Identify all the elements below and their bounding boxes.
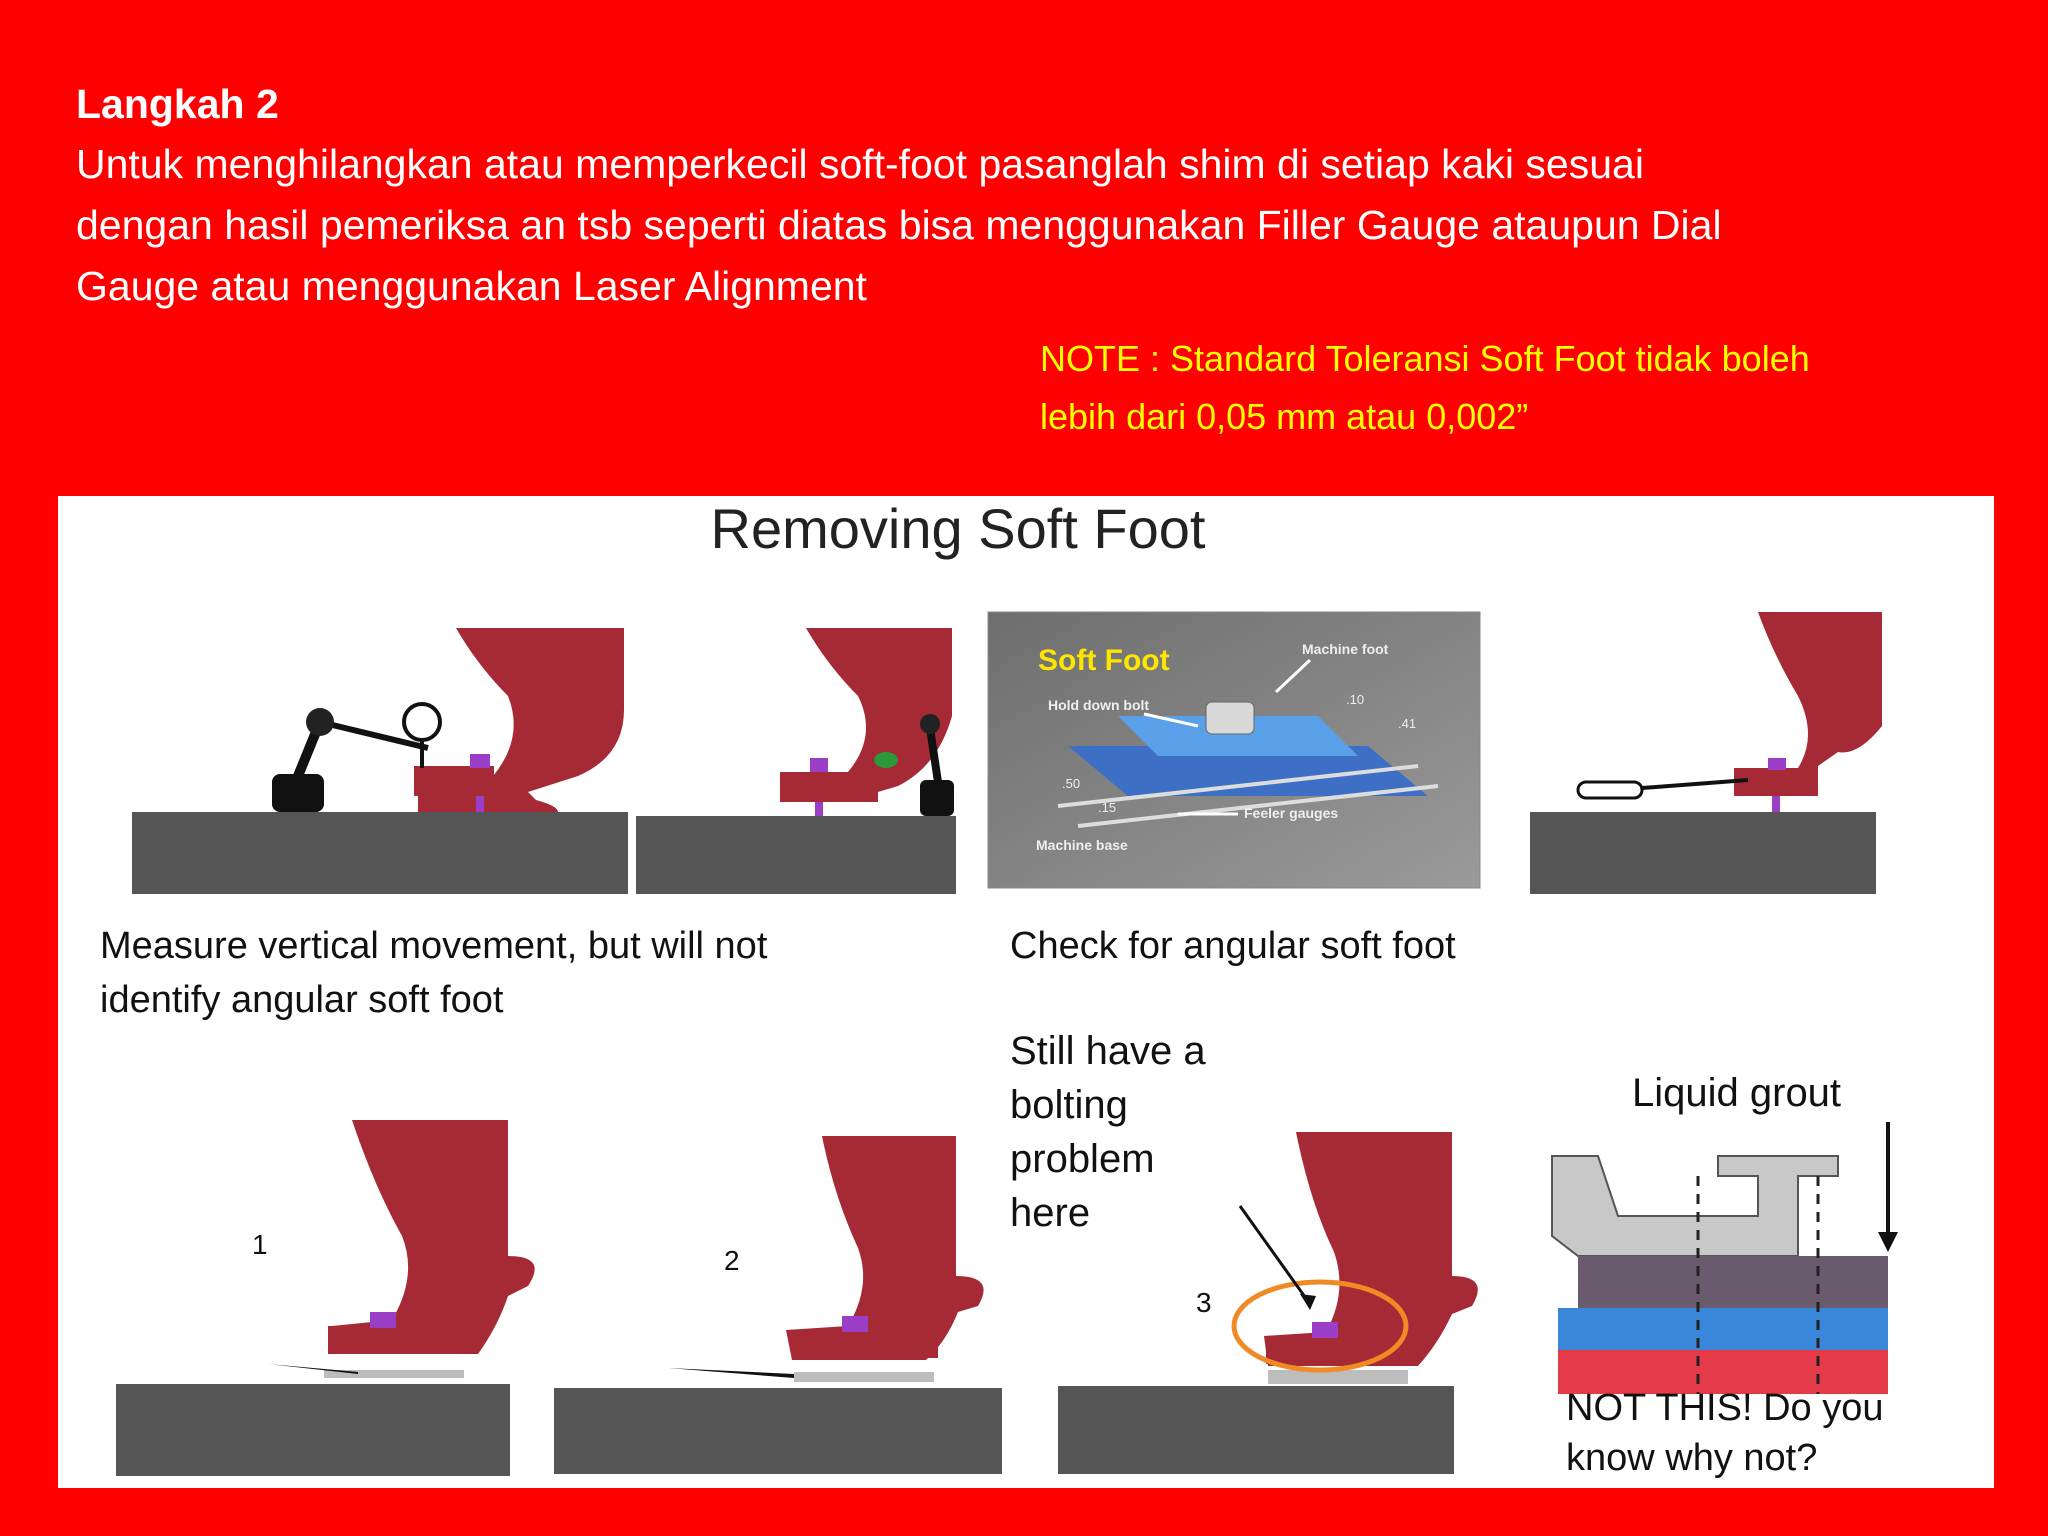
slide-body [76, 134, 1976, 317]
magnetic-base [272, 774, 324, 812]
panel-vertical-measure [132, 628, 628, 894]
bolt-head [810, 758, 828, 772]
step-number: 3 [1196, 1287, 1212, 1318]
panel-step-2 [554, 1136, 1002, 1474]
caption-angular-soft-foot: Check for angular soft foot [1010, 925, 1456, 967]
bolt-head [1312, 1322, 1338, 1338]
machine-base [554, 1388, 1002, 1474]
hold-down-bolt [1206, 702, 1254, 734]
machine-foot [1734, 612, 1882, 796]
sole-plate [1578, 1256, 1888, 1308]
soft-foot-diagram [58, 496, 1994, 1488]
step-number: 2 [724, 1245, 740, 1276]
note-line: lebih dari 0,05 mm atau 0,002” [1040, 396, 1529, 437]
panel-liquid-grout [1552, 1071, 1898, 1479]
bolt-shank [815, 802, 823, 816]
liquid-grout-label: Liquid grout [1632, 1071, 1842, 1115]
step-number: 1 [252, 1229, 268, 1260]
note-line: NOTE : Standard Toleransi Soft Foot tidak boleh [1040, 338, 1810, 379]
machine-base [116, 1384, 510, 1476]
gauge-value: .41 [1398, 716, 1417, 731]
grout-layer [1558, 1308, 1888, 1350]
machine-base-label: Machine base [1036, 837, 1128, 853]
gauge-value: .10 [1346, 692, 1365, 707]
bolt-head [470, 754, 490, 768]
bolt-shank [1772, 796, 1780, 812]
caption-vertical-movement: Measure vertical movement, but will not [100, 925, 768, 967]
hold-down-bolt-label: Hold down bolt [1048, 697, 1150, 713]
bolt-shank [476, 796, 484, 812]
foot-pad [328, 1326, 468, 1354]
feeler-gauge-handle [1578, 782, 1642, 798]
panel-feeler-gauge [1530, 612, 1882, 894]
inset-title: Soft Foot [1038, 644, 1170, 677]
soft-foot-inset [988, 612, 1480, 888]
machine-frame [1552, 1156, 1838, 1256]
tolerance-note [1040, 330, 1980, 446]
body-line: Gauge atau menggunakan Laser Alignment [76, 263, 867, 309]
body-line: dengan hasil pemeriksa an tsb seperti diatas bisa menggunakan Filler Gauge ataupun Dial [76, 202, 1722, 248]
feeler-gauge-blade [1642, 780, 1748, 788]
panel-indicator-under [636, 628, 956, 894]
gap-wedge [268, 1364, 358, 1374]
machine-base [1530, 812, 1876, 894]
shim [1268, 1370, 1408, 1384]
foot-pad [1266, 1336, 1406, 1364]
arm-joint [920, 714, 940, 734]
machine-base [636, 816, 956, 894]
bolt-head [370, 1312, 396, 1328]
gauge-value: .15 [1098, 800, 1117, 815]
still-problem-text: Still have a [1010, 1029, 1206, 1073]
bolt-head [1768, 758, 1786, 770]
bolt-head [842, 1316, 868, 1332]
gap-wedge [668, 1368, 794, 1378]
panel-step-1 [116, 1120, 535, 1476]
machine-foot [1264, 1132, 1478, 1366]
not-this-text: NOT THIS! Do you [1566, 1387, 1884, 1429]
still-problem-text: bolting [1010, 1083, 1128, 1127]
gauge-value: .50 [1062, 776, 1081, 791]
machine-foot [332, 1120, 535, 1354]
machine-base [1058, 1386, 1454, 1474]
diagram-canvas [58, 496, 1994, 1488]
foot-pad [798, 1330, 938, 1358]
foot-pad [414, 766, 494, 796]
dial-gauge [404, 704, 440, 740]
slide-heading: Langkah 2 [76, 81, 279, 127]
panel-step-3 [1010, 1029, 1478, 1474]
arm-joint [306, 708, 334, 736]
dial-gauge [874, 752, 898, 768]
still-problem-text: here [1010, 1191, 1091, 1235]
caption-vertical-movement: identify angular soft foot [100, 979, 504, 1021]
machine-base [132, 812, 628, 894]
arrow-head [1300, 1294, 1316, 1310]
machine-foot-label: Machine foot [1302, 641, 1389, 657]
still-problem-text: problem [1010, 1137, 1155, 1181]
machine-foot [786, 1136, 984, 1360]
arrow-head [1878, 1232, 1898, 1252]
feeler-gauges-label: Feeler gauges [1244, 805, 1339, 821]
figure-title: Removing Soft Foot [710, 497, 1206, 560]
shim [794, 1372, 934, 1382]
magnetic-base [920, 780, 954, 816]
body-line: Untuk menghilangkan atau memperkecil soft-foot pasanglah shim di setiap kaki sesuai [76, 141, 1644, 187]
not-this-text: know why not? [1566, 1437, 1818, 1479]
